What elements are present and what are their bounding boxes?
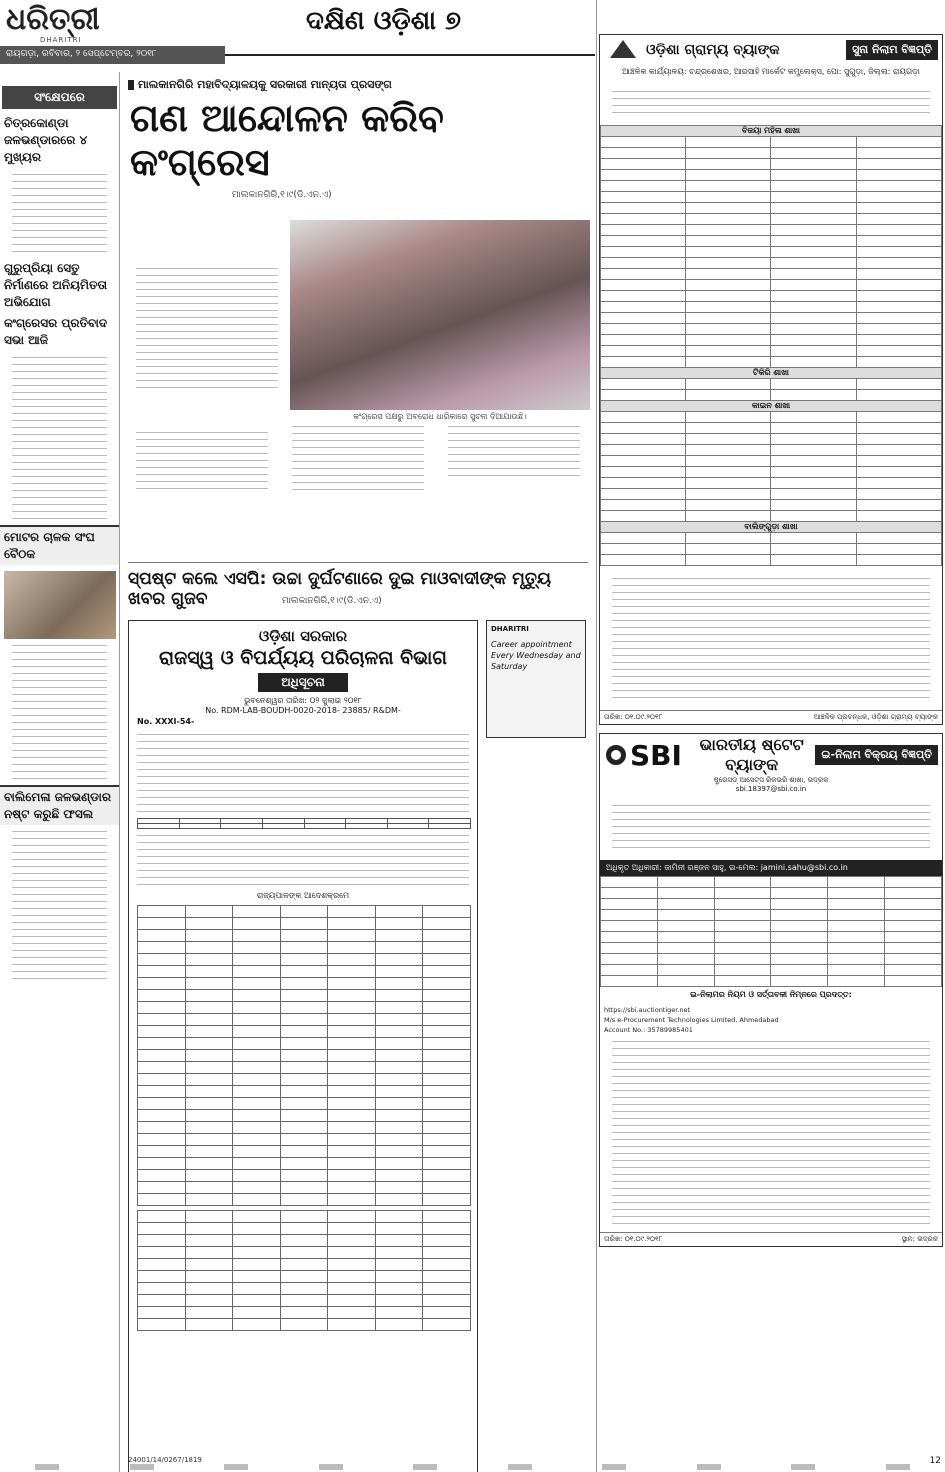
notice-schedule-table-2 [137,1210,471,1331]
gramya-signatory: ଆଞ୍ଚଳିକ ପ୍ରବନ୍ଧକ, ଓଡ଼ିଶା ଗ୍ରାମ୍ୟ ବ୍ୟାଙ୍କ [813,713,938,721]
career-ad [486,620,586,738]
gramya-terms [608,570,934,706]
photo-caption: କଂଗ୍ରେସ ପକ୍ଷରୁ ଅବରୋଧ ଧାରିକାରେ ସୁଚନା ଦିଆଯାଉଛି। [353,412,527,421]
brief-body-3 [0,357,119,519]
notice-body-lines [137,734,469,812]
second-byline: ମାଲକାନଗିରି,୧।୯(ଡି.ଏନ.ଏ) [282,596,382,606]
right-column [596,0,945,1472]
sbi-notice [599,733,943,1247]
sbi-bank-name: ଭାରତୀୟ ଷ୍ଟେଟ ବ୍ୟାଙ୍କ [699,735,804,774]
government-notice [128,620,478,1472]
sbi-branch: ଷ୍ଟ୍ରେସଡ୍ ଆସେଟ୍ସ ରିକଭରି ଶାଖା, ଭଦ୍ରକ [713,776,829,784]
gramya-date: ତାରିଖ: ୦୧.୦୯.୨୦୧୮ [604,713,663,721]
gramya-auction-table [600,125,942,566]
sbi-logo-icon [606,745,626,765]
section-title: ଦକ୍ଷିଣ ଓଡ଼ିଶା ୭ [306,6,462,36]
brief-body-1 [0,174,119,252]
brief-headline-4: ମୋଟର ଚାଳକ ସଂଘ ବୈଠକ [0,525,119,565]
notice-schedule-table-1 [137,905,471,1206]
branch-row: ବିଜୟା ମହିଳା ଶାଖା [601,126,942,137]
briefs-header: ସଂକ୍ଷେପରେ [2,86,117,109]
gramya-bank-name: ଓଡ଼ିଶା ଗ୍ରାମ୍ୟ ବ୍ୟାଙ୍କ [646,42,780,58]
sbi-header [600,734,942,776]
notice-sign-title: ରାଜ୍ୟପାଳଙ୍କ ଆଦେଶକ୍ରମେ [256,891,350,900]
article-photo [290,220,590,410]
newspaper-logo: ଧରିତ୍ରୀ [6,2,100,37]
sbi-auction-site[interactable]: https://sbi.auctiontiger.net [604,1006,691,1014]
brief-body-5 [0,831,119,979]
sbi-email: sbi.18397@sbi.co.in [735,785,807,793]
bank-logo-icon [606,38,640,62]
brief-headline-3: କଂଗ୍ରେସର ପ୍ରତିବାଦ ସଭା ଆଜି [4,316,108,347]
left-column [0,72,120,1472]
brief-headline-5: ବାଲିମେଳା ଜଳଭଣ୍ଡାର ନଷ୍ଟ କରୁଛି ଫସଲ [0,785,119,825]
notice-ref-number-2: No. XXXI-54- [137,717,195,726]
sbi-logo [600,739,688,772]
notice-badge: ଅଧିସୂଚନା [258,673,348,692]
sbi-officer-strip: ଅଧିକୃତ ଅଧିକାରୀ: ଜାମିନୀ ରଞ୍ଜନ ସାହୁ, ଇ-ମେଲ: jamini.sahu@sbi.co.in [600,860,942,876]
notice-footer-ref: 24001/14/0267/1819 [128,1456,202,1464]
branch-row: ଟିକିରି ଶାଖା [601,368,942,379]
sbi-signature [600,1232,942,1246]
article-byline: ମାଲକାନଗିରି,୧।୯(ଡି.ଏନ.ଏ) [232,190,332,200]
brief-headline-2: ଗୁରୁପ୍ରିୟା ସେତୁ ନିର୍ମାଣରେ ଅନିୟମିତତା ଅଭିଯୋଗ [4,261,108,309]
sbi-terms [600,1003,942,1232]
notice-govt-name: ଓଡ଼ିଶା ସରକାର [258,627,348,645]
sbi-place: ସ୍ଥାନ: ଭଦ୍ରକ [901,1235,938,1243]
article-body-columns [128,426,588,491]
sbi-logo-text: SBI [630,738,682,772]
gramya-address: ଆଞ୍ଚଳିକ କାର୍ଯ୍ୟାଳୟ: ଚନ୍ଦ୍ରଶେଖର, ଆରସାହି ମାର୍କେଟ କମ୍ପ୍ଲେକ୍ସ, ପୋ: ସୁଗୁଡ଼ା, ଜିଲ୍ଲା: ରାୟଗଡ଼ା [622,67,920,76]
sbi-provider: M/s e-Procurement Technologies Limited, Ahmedabad [604,1016,779,1024]
sbi-intro [608,797,934,856]
notice-date: ଭୁବନେଶ୍ୱର ତାରିଖ: ୦୨ ଜୁଲାଇ ୨୦୧୮ [244,696,362,705]
registration-marks [0,1464,945,1472]
sbi-date: ତାରିଖ: ୦୧.୦୯.୨୦୧୮ [604,1235,663,1243]
notice-ref-number: No. RDM-LAB-BOUDH-0020-2018- 23885/ R&DM- [205,706,401,715]
logo-subtitle: DHARITRI [40,36,82,44]
gramya-intro [608,83,934,121]
gramya-signature [600,710,942,724]
sbi-property-table [600,876,942,987]
main-column [122,72,592,1472]
career-ad-text: Career appointment Every Wednesday and Saturday [491,640,581,671]
second-headline: ସ୍ପଷ୍ଟ କଲେ ଏସପି: ଉଚ୍ଚା ଦୁର୍ଘଟଣାରେ ଦୁଇ ମାଓବାଦୀଙ୍କ ମୃତ୍ୟୁ ଖବର ଗୁଜବ [128,562,588,609]
gramya-bank-notice [599,34,943,725]
article-headline: ଗଣ ଆନ୍ଦୋଳନ କରିବ କଂଗ୍ରେସ [130,96,444,184]
dateline: ରାୟଗଡ଼ା, ରବିବାର, ୨ ସେପ୍ଟେମ୍ବର, ୨୦୧୮ [0,46,225,64]
article-body-intro [128,262,286,394]
gramya-badge: ସୁନା ନିଲାମ ବିଜ୍ଞପ୍ତି [846,40,938,60]
gramya-header [600,35,942,65]
sbi-terms-title: ଇ-ନିଲାମର ନିୟମ ଓ ସର୍ତ୍ତାବଳୀ ନିମ୍ନରେ ପ୍ରଦତ୍ତ: [690,990,852,999]
brief-body-4 [0,645,119,779]
notice-summary-table [137,818,471,829]
branch-row: ବାଲିଙ୍ଗୁଡ଼ା ଶାଖା [601,522,942,533]
career-ad-brand: DHARITRI [491,625,529,633]
page-number: 12 [929,1456,941,1466]
brief-headline-1: ଚିତ୍ରକୋଣ୍ଡା ଜଳଭଣ୍ଡାରରେ ୪ ମୁଖ୍ୟର [4,116,88,164]
sbi-badge: ଇ-ନିଲାମ ବିକ୍ରୟ ବିଜ୍ଞପ୍ତି [815,745,938,765]
article-kicker: ମାଲକାନଗିରି ମହାବିଦ୍ୟାଳୟକୁ ସରକାରୀ ମାନ୍ୟତା ପ୍ରସଙ୍ଗ [122,72,592,92]
branch-row: କାଇନ ଶାଖା [601,401,942,412]
notice-department: ରାଜସ୍ୱ ଓ ବିପର୍ଯ୍ୟୟ ପରିଚାଳନା ବିଭାଗ [159,647,447,669]
sbi-account: Account No.: 35789985401 [604,1026,693,1034]
brief-photo [4,571,116,639]
